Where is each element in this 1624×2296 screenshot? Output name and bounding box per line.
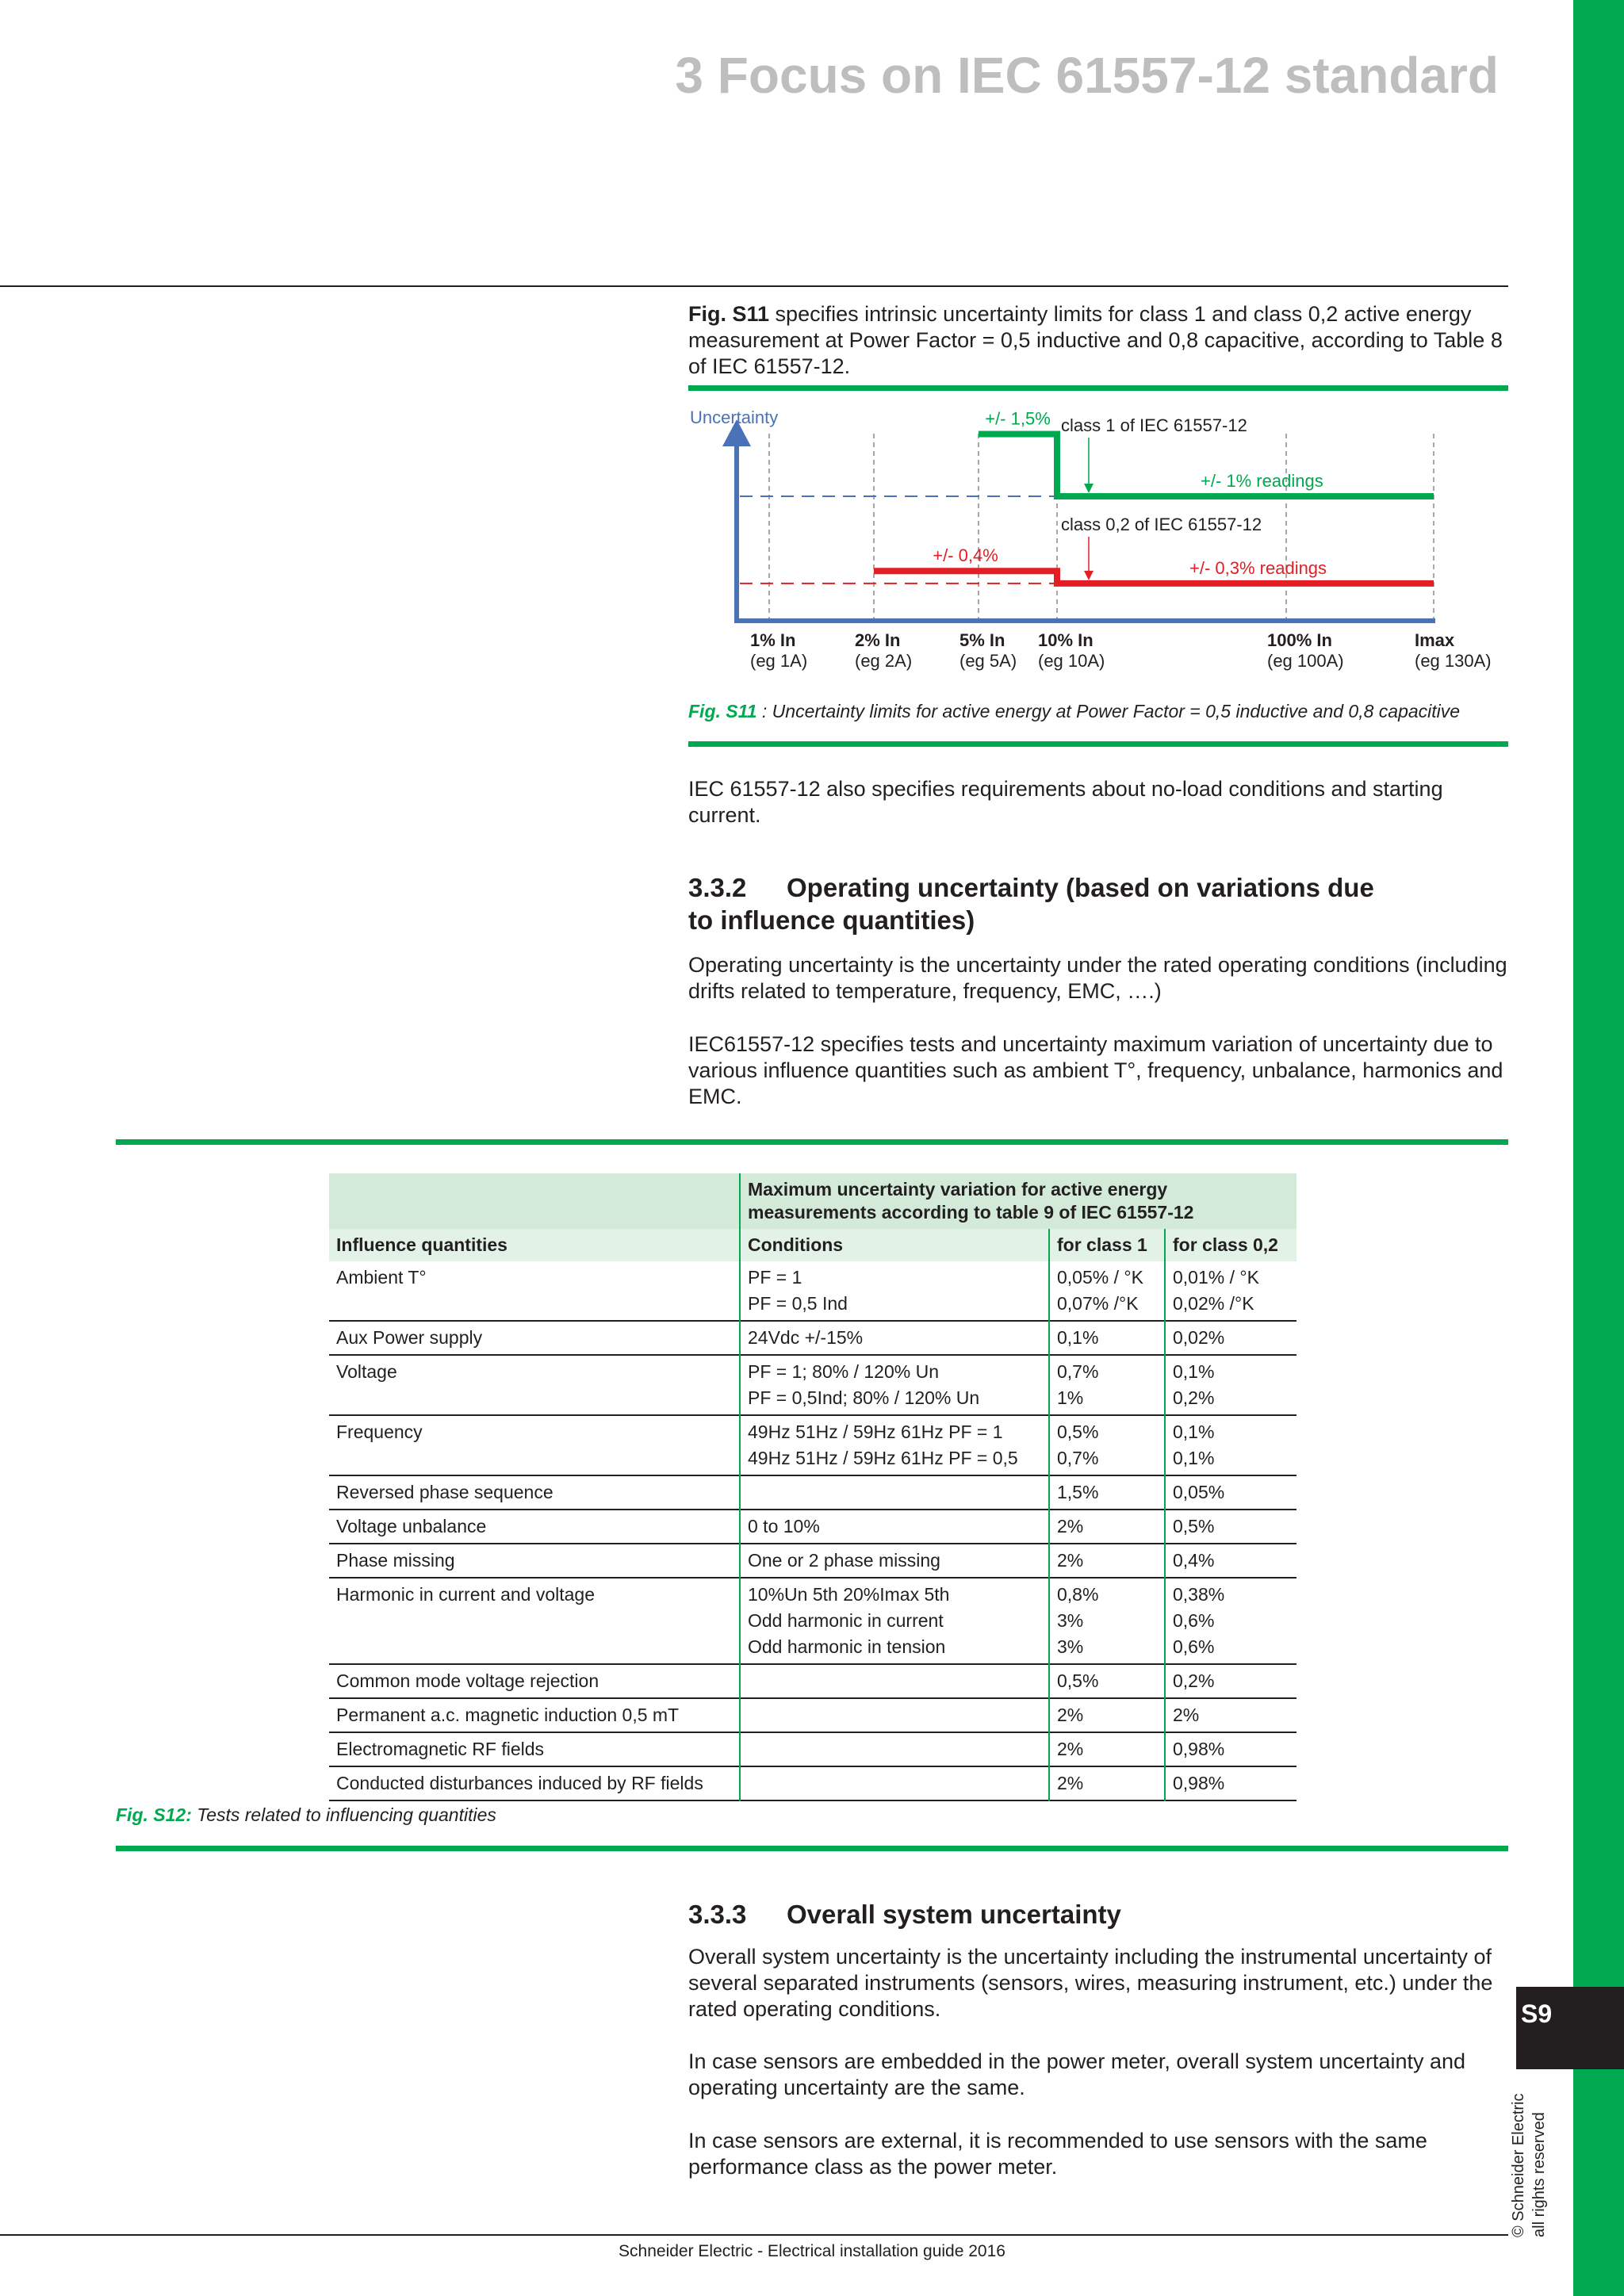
fig-s12-label: Fig. S12: bbox=[116, 1804, 192, 1825]
table-cell bbox=[740, 1664, 1049, 1698]
table-row bbox=[329, 1698, 1297, 1732]
section-333-paragraph-3: In case sensors are external, it is recommended to use sensors with the same performance class as the power meter. bbox=[688, 2129, 1427, 2179]
x-tick-label: 100% In bbox=[1267, 630, 1332, 650]
page-number-tab: S9 bbox=[1516, 1987, 1624, 2069]
step-label: +/- 1% readings bbox=[1201, 471, 1323, 491]
footer-rule bbox=[0, 2234, 1508, 2236]
table-row bbox=[329, 1664, 1297, 1698]
fig-s11-label: Fig. S11 bbox=[688, 701, 757, 721]
chart-top-rule bbox=[688, 385, 1508, 391]
x-tick-label: Imax bbox=[1415, 630, 1455, 650]
chapter-title: 3 Focus on IEC 61557-12 standard bbox=[675, 47, 1499, 104]
noload-paragraph: IEC 61557-12 also specifies requirements about no-load conditions and starting current. bbox=[688, 777, 1443, 827]
table-cell: 10%Un 5th 20%Imax 5th Odd harmonic in current Odd harmonic in tension bbox=[740, 1578, 1049, 1664]
section-333-title: Overall system uncertainty bbox=[787, 1900, 1121, 1929]
table-cell: 0,1% 0,2% bbox=[1165, 1355, 1297, 1415]
x-tick-sublabel: (eg 2A) bbox=[855, 651, 913, 671]
intro-paragraph bbox=[688, 301, 1510, 380]
section-333-number: 3.3.3 bbox=[688, 1900, 747, 1929]
x-tick-sublabel: (eg 1A) bbox=[750, 651, 808, 671]
table-bottom-rule bbox=[116, 1846, 1508, 1851]
table-cell: 0,1% 0,1% bbox=[1165, 1415, 1297, 1475]
table-cell: Electromagnetic RF fields bbox=[336, 1739, 545, 1759]
x-tick-label: 2% In bbox=[855, 630, 901, 650]
table-cell: 0,98% bbox=[1165, 1766, 1297, 1800]
table-row bbox=[329, 1732, 1297, 1766]
series-name-label: class 1 of IEC 61557-12 bbox=[1061, 415, 1247, 435]
section-332-number: 3.3.2 bbox=[688, 873, 747, 902]
section-332-title-2: to influence quantities) bbox=[688, 905, 975, 935]
table-cell: Reversed phase sequence bbox=[336, 1482, 553, 1502]
copyright-notice bbox=[1508, 2039, 1549, 2237]
series-pointer-arrow bbox=[1084, 571, 1094, 580]
x-tick-sublabel: (eg 5A) bbox=[959, 651, 1017, 671]
section-333-heading bbox=[688, 1898, 1510, 1931]
table-row bbox=[329, 1415, 1297, 1475]
table-row bbox=[329, 1510, 1297, 1544]
table-cell: One or 2 phase missing bbox=[740, 1544, 1049, 1578]
table-group-header: Maximum uncertainty variation for active energy measurements according to table 9 of IEC 61557-12 bbox=[740, 1173, 1297, 1229]
section-332-heading bbox=[688, 871, 1510, 936]
table-column-header: for class 0,2 bbox=[1165, 1229, 1297, 1261]
table-cell: 0,98% bbox=[1165, 1732, 1297, 1766]
x-tick-label: 10% In bbox=[1038, 630, 1094, 650]
fig-s11-text: : Uncertainty limits for active energy at Power Factor = 0,5 inductive and 0,8 capacitive bbox=[756, 701, 1461, 721]
table-cell: 2% bbox=[1049, 1510, 1165, 1544]
table-cell: Permanent a.c. magnetic induction 0,5 mT bbox=[336, 1705, 680, 1725]
section-333-paragraph-2: In case sensors are embedded in the power meter, overall system uncertainty and operating uncertainty are the same. bbox=[688, 2049, 1466, 2099]
table-column-header: Influence quantities bbox=[329, 1229, 740, 1261]
step-label: +/- 0,3% readings bbox=[1189, 557, 1327, 578]
table-cell: 49Hz 51Hz / 59Hz 61Hz PF = 1 49Hz 51Hz / 59Hz 61Hz PF = 0,5 bbox=[740, 1415, 1049, 1475]
section-332-paragraph-2: IEC61557-12 specifies tests and uncertainty maximum variation of uncertainty due to various influence quantities such as ambient T°, frequency, unbalance, harmonics and EMC. bbox=[688, 1032, 1503, 1108]
table-cell: Voltage unbalance bbox=[336, 1516, 487, 1536]
table-cell: 0,05% / °K 0,07% /°K bbox=[1049, 1261, 1165, 1321]
table-row bbox=[329, 1578, 1297, 1664]
table-cell: PF = 1 PF = 0,5 Ind bbox=[740, 1261, 1049, 1321]
table-cell: Conducted disturbances induced by RF fields bbox=[336, 1773, 703, 1793]
copyright-line-1: © Schneider Electric bbox=[1510, 2093, 1527, 2237]
table-row bbox=[329, 1355, 1297, 1415]
table-cell: 0,5% bbox=[1049, 1664, 1165, 1698]
table-cell: 24Vdc +/-15% bbox=[740, 1321, 1049, 1355]
fig-s12-caption bbox=[116, 1804, 496, 1826]
table-cell: Ambient T° bbox=[336, 1267, 427, 1288]
table-cell: 0,4% bbox=[1165, 1544, 1297, 1578]
fig-s11-caption bbox=[688, 701, 1460, 722]
side-green-bar bbox=[1573, 0, 1624, 2296]
table-row bbox=[329, 1544, 1297, 1578]
table-row bbox=[329, 1321, 1297, 1355]
table-cell: 2% bbox=[1049, 1766, 1165, 1800]
table-cell: 0,5% bbox=[1165, 1510, 1297, 1544]
section-332-title: Operating uncertainty (based on variations due bbox=[787, 873, 1374, 902]
header-rule bbox=[0, 285, 1508, 287]
table-cell: PF = 1; 80% / 120% Un PF = 0,5Ind; 80% / 120% Un bbox=[740, 1355, 1049, 1415]
table-cell: Aux Power supply bbox=[336, 1327, 483, 1348]
table-cell: Harmonic in current and voltage bbox=[336, 1584, 595, 1605]
chart-bottom-rule bbox=[688, 741, 1508, 747]
table-cell: 0,01% / °K 0,02% /°K bbox=[1165, 1261, 1297, 1321]
table-cell: 2% bbox=[1049, 1698, 1165, 1732]
table-cell bbox=[740, 1732, 1049, 1766]
x-tick-label: 5% In bbox=[959, 630, 1005, 650]
table-cell: 0,1% bbox=[1049, 1321, 1165, 1355]
table-cell: 0 to 10% bbox=[740, 1510, 1049, 1544]
series-pointer-arrow bbox=[1084, 484, 1094, 493]
series-name-label: class 0,2 of IEC 61557-12 bbox=[1061, 515, 1262, 534]
y-axis-label: Uncertainty bbox=[690, 408, 779, 427]
table-column-header: for class 1 bbox=[1049, 1229, 1165, 1261]
step-label: +/- 1,5% bbox=[985, 408, 1051, 429]
fig-s12-text: Tests related to influencing quantities bbox=[191, 1804, 496, 1825]
table-row bbox=[329, 1475, 1297, 1510]
x-tick-sublabel: (eg 130A) bbox=[1415, 651, 1492, 671]
table-cell: 0,38% 0,6% 0,6% bbox=[1165, 1578, 1297, 1664]
table-cell bbox=[740, 1475, 1049, 1510]
table-cell: 0,8% 3% 3% bbox=[1049, 1578, 1165, 1664]
fig-ref: Fig. S11 bbox=[688, 302, 770, 326]
table-cell: Voltage bbox=[336, 1361, 397, 1382]
influence-table bbox=[329, 1173, 1297, 1801]
table-cell bbox=[740, 1766, 1049, 1800]
table-cell: Common mode voltage rejection bbox=[336, 1670, 599, 1691]
table-cell: 0,2% bbox=[1165, 1664, 1297, 1698]
table-row bbox=[329, 1261, 1297, 1321]
page-footer: Schneider Electric - Electrical installation guide 2016 bbox=[619, 2242, 1005, 2260]
table-cell: Phase missing bbox=[336, 1550, 455, 1571]
table-column-header: Conditions bbox=[740, 1229, 1049, 1261]
table-cell: 0,5% 0,7% bbox=[1049, 1415, 1165, 1475]
table-top-rule bbox=[116, 1139, 1508, 1145]
intro-text: specifies intrinsic uncertainty limits for class 1 and class 0,2 active energy measurement at Power Factor = 0,5 inductive and 0,8 capacitive, according to Table 8 of IEC 61557-12. bbox=[688, 302, 1503, 378]
table-cell: 2% bbox=[1165, 1698, 1297, 1732]
table-cell: 2% bbox=[1049, 1732, 1165, 1766]
step-label: +/- 0,4% bbox=[933, 545, 998, 566]
table-cell bbox=[740, 1698, 1049, 1732]
table-column-header-row bbox=[329, 1229, 1297, 1261]
copyright-line-2: all rights reserved bbox=[1530, 2112, 1548, 2237]
influence-table-wrapper bbox=[329, 1173, 1297, 1801]
table-body bbox=[329, 1261, 1297, 1800]
series-line bbox=[874, 571, 1434, 584]
table-cell: 0,02% bbox=[1165, 1321, 1297, 1355]
x-tick-sublabel: (eg 10A) bbox=[1038, 651, 1105, 671]
table-header-empty bbox=[329, 1173, 740, 1229]
table-cell: 1,5% bbox=[1049, 1475, 1165, 1510]
x-tick-sublabel: (eg 100A) bbox=[1267, 651, 1344, 671]
table-row bbox=[329, 1766, 1297, 1800]
table-cell: Frequency bbox=[336, 1422, 423, 1442]
x-tick-label: 1% In bbox=[750, 630, 796, 650]
table-cell: 0,05% bbox=[1165, 1475, 1297, 1510]
uncertainty-chart bbox=[682, 400, 1507, 686]
section-333-paragraph-1: Overall system uncertainty is the uncertainty including the instrumental uncertainty of several separated instruments (sensors, wires, measuring instrument, etc.) under the rated operating conditions. bbox=[688, 1945, 1493, 2021]
section-332-paragraph-1: Operating uncertainty is the uncertainty under the rated operating conditions (including drifts related to temperature, frequency, EMC, ….) bbox=[688, 953, 1507, 1003]
table-cell: 0,7% 1% bbox=[1049, 1355, 1165, 1415]
table-cell: 2% bbox=[1049, 1544, 1165, 1578]
